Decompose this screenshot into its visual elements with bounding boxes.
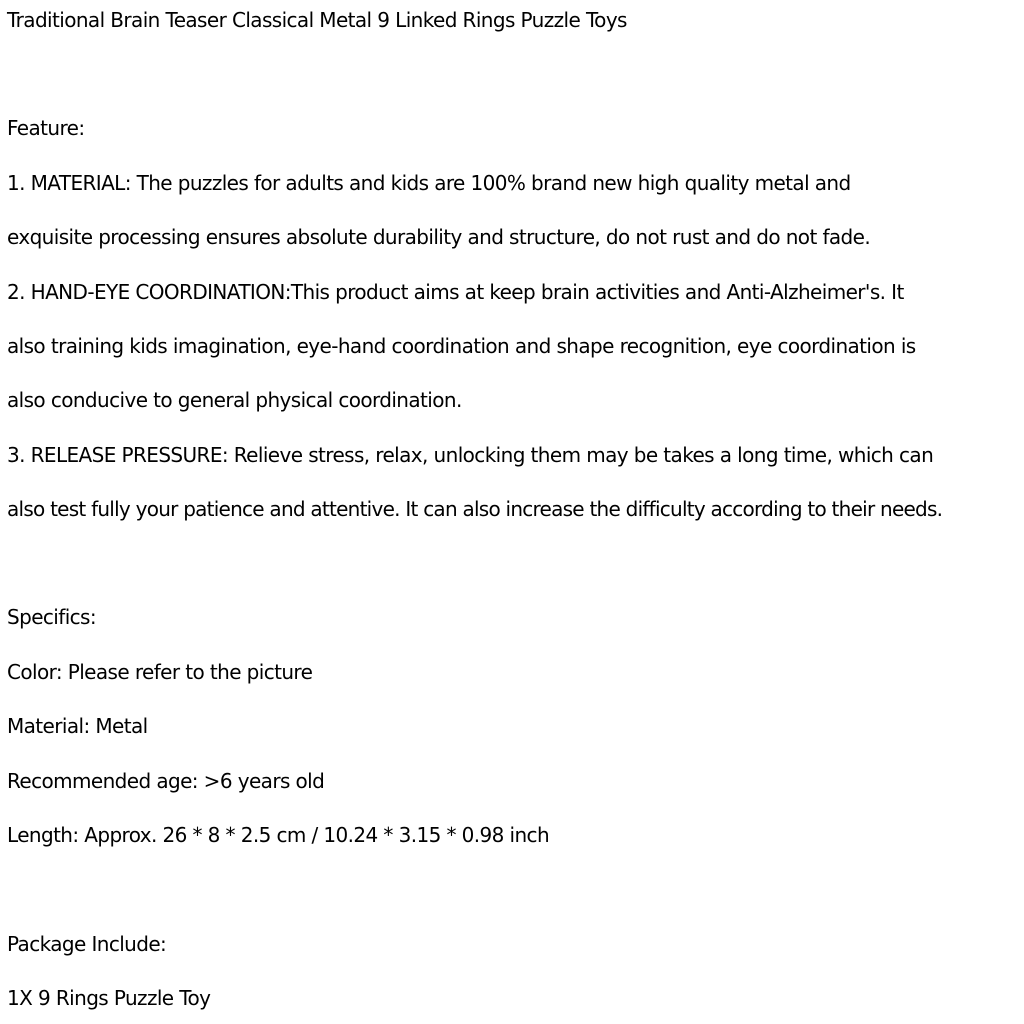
package-heading: Package Include:	[7, 932, 167, 956]
specifics-heading: Specifics:	[7, 605, 97, 629]
feature-item-2-line-2: also training kids imagination, eye-hand coordination and shape recognition, eye coordination is	[7, 334, 916, 358]
package-item: 1X 9 Rings Puzzle Toy	[7, 986, 211, 1010]
feature-heading: Feature:	[7, 116, 85, 140]
product-title: Traditional Brain Teaser Classical Metal 9 Linked Rings Puzzle Toys	[7, 8, 627, 32]
spec-length: Length: Approx. 26 * 8 * 2.5 cm / 10.24 * 3.15 * 0.98 inch	[7, 823, 550, 847]
spec-material: Material: Metal	[7, 714, 148, 738]
feature-item-2-line-1: 2. HAND-EYE COORDINATION:This product aims at keep brain activities and Anti-Alzheimer's. It	[7, 280, 904, 304]
spec-recommended-age: Recommended age: >6 years old	[7, 769, 325, 793]
feature-item-2-line-3: also conducive to general physical coordination.	[7, 388, 462, 412]
feature-item-3-line-1: 3. RELEASE PRESSURE: Relieve stress, relax, unlocking them may be takes a long time, which can	[7, 443, 934, 467]
feature-item-1-line-2: exquisite processing ensures absolute durability and structure, do not rust and do not fade.	[7, 225, 871, 249]
spec-color: Color: Please refer to the picture	[7, 660, 313, 684]
feature-item-1-line-1: 1. MATERIAL: The puzzles for adults and kids are 100% brand new high quality metal and	[7, 171, 851, 195]
feature-item-3-line-2: also test fully your patience and attentive. It can also increase the difficulty according to their needs.	[7, 497, 943, 521]
